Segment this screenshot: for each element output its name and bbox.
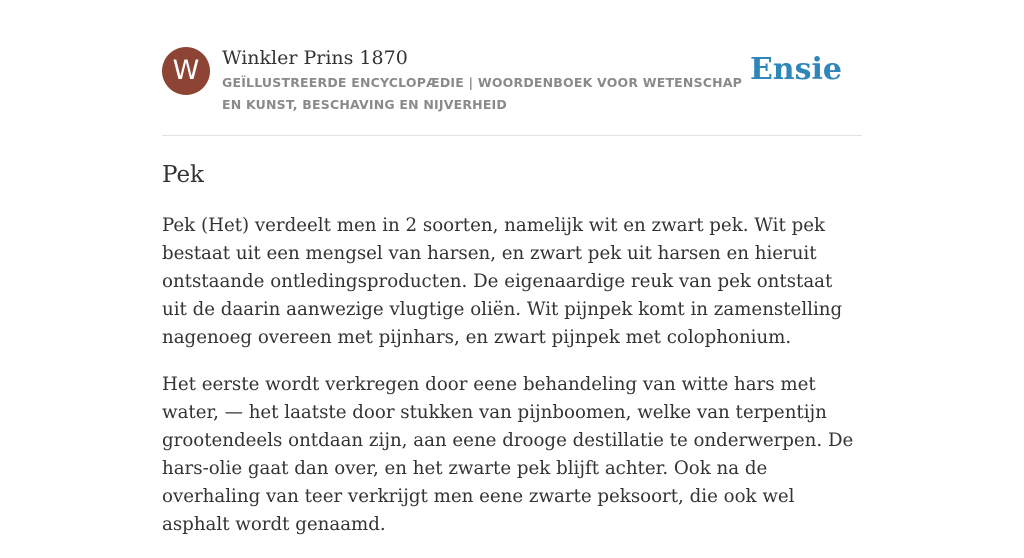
- source-avatar[interactable]: W: [162, 47, 210, 95]
- source-subtitle: GEÏLLUSTREERDE ENCYCLOPÆDIE | WOORDENBOEK VOOR WETENSCHAP EN KUNST, BESCHAVING EN NIJVERHEID: [222, 75, 743, 112]
- article-paragraph-1: Pek (Het) verdeelt men in 2 soorten, namelijk wit en zwart pek. Wit pek bestaat uit een mengsel van harsen, en zwart pek uit harsen en hieruit ontstaande ontledingsproducten. De eigenaardige reuk van pek ontstaat uit de daarin aanwezige vlugtige oliën. Wit pijnpek komt in zamenstelling nagenoeg overeen met pijnhars, en zwart pijnpek met colophonium.: [162, 215, 843, 348]
- article-paragraph-2: Het eerste wordt verkregen door eene behandeling van witte hars met water, — het laatste door stukken van pijnboomen, welke van terpentijn grootendeels ontdaan zijn, aan eene drooge destillatie te onderwerpen. De hars-olie gaat dan over, en het zwarte pek blijft achter. Ook na de overhaling van teer verkrijgt men eene zwarte peksoort, die ook wel asphalt wordt genaamd.: [162, 374, 854, 535]
- article-body: [162, 212, 862, 558]
- source-header: [162, 46, 862, 116]
- ensie-logo[interactable]: Ensie: [749, 52, 842, 87]
- source-title-link[interactable]: Winkler Prins 1870: [222, 47, 408, 69]
- article-title: Pek: [162, 162, 204, 188]
- header-divider: [162, 135, 862, 136]
